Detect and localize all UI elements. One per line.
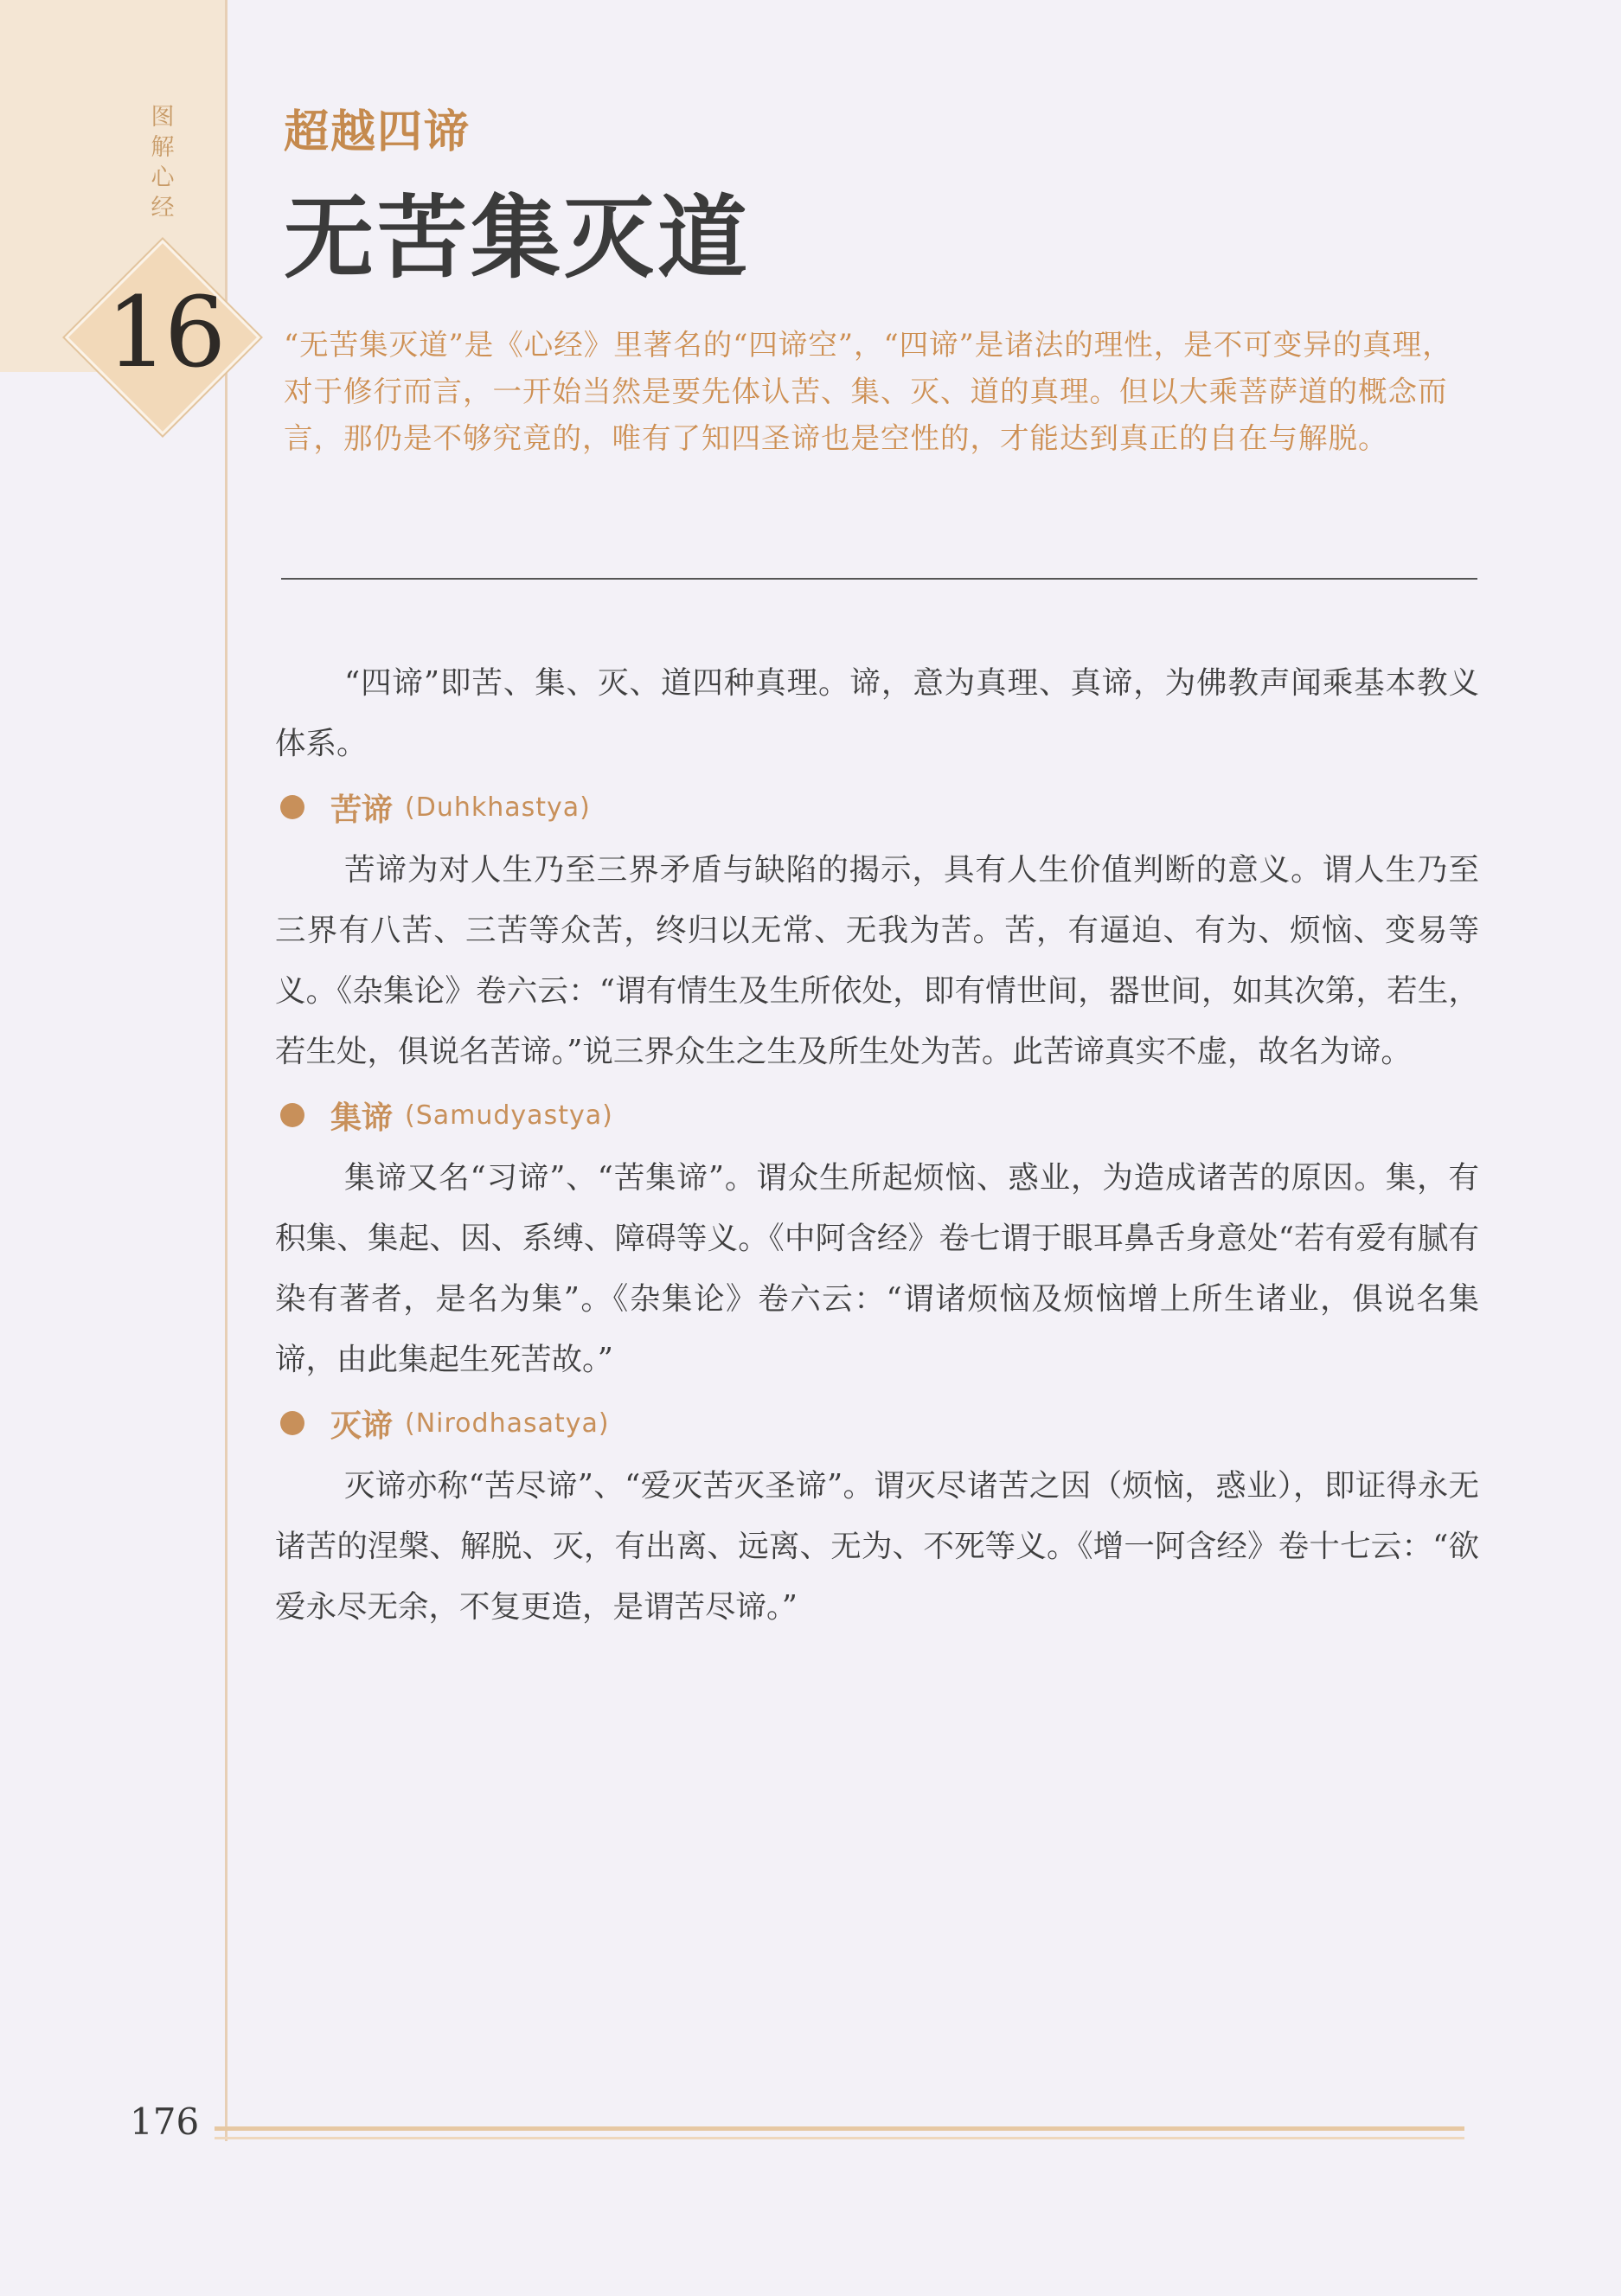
section-english-term: (Nirodhasatya) (405, 1408, 610, 1439)
bullet-dot-icon (280, 1103, 304, 1127)
section-title: 集谛 (330, 1100, 394, 1136)
header-divider (281, 578, 1477, 580)
section-paragraph-nirodha: 灭谛亦称“苦尽谛”、“爱灭苦灭圣谛”。谓灭尽诸苦之因（烦恼，惑业），即证得永无诸苦的涅槃、解脱、灭，有出离、远离、无为、不死等义。《增一阿含经》卷十七云：“欲爱永尽无余，不复更造，是谓苦尽谛。” (275, 1468, 1479, 1625)
section-english-term: (Samudyastya) (405, 1100, 613, 1131)
section-english-term: (Duhkhastya) (405, 792, 591, 823)
chapter-number: 16 (106, 277, 223, 389)
section-heading-samudaya (275, 1087, 1479, 1143)
page-number: 176 (130, 2100, 200, 2143)
bullet-dot-icon (280, 1411, 304, 1435)
bullet-dot-icon (280, 795, 304, 819)
section-paragraph-dukkha: 苦谛为对人生乃至三界矛盾与缺陷的揭示，具有人生价值判断的意义。谓人生乃至三界有八苦、三苦等众苦，终归以无常、无我为苦。苦，有逼迫、有为、烦恼、变易等义。《杂集论》卷六云：“谓有情生及生所依处，即有情世间，器世间，如其次第，若生，若生处，俱说名苦谛。”说三界众生之生及所生处为苦。此苦谛真实不虚，故名为谛。 (275, 852, 1479, 1069)
footer-rule (215, 2126, 1464, 2131)
footer-rule-secondary (215, 2137, 1464, 2139)
intro-summary: “无苦集灭道”是《心经》里著名的“四谛空”，“四谛”是诸法的理性，是不可变异的真理，对于修行而言，一开始当然是要先体认苦、集、灭、道的真理。但以大乘菩萨道的概念而言，那仍是不够究竟的，唯有了知四圣谛也是空性的，才能达到真正的自在与解脱。 (284, 328, 1452, 455)
section-title: 苦谛 (330, 792, 394, 828)
body-content (275, 653, 1479, 1638)
page-title: 无苦集灭道 (284, 184, 752, 291)
section-title: 灭谛 (330, 1408, 394, 1444)
intro-paragraph: “四谛”即苦、集、灭、道四种真理。谛，意为真理、真谛，为佛教声闻乘基本教义体系。 (275, 665, 1479, 761)
section-paragraph-samudaya: 集谛又名“习谛”、“苦集谛”。谓众生所起烦恼、惑业，为造成诸苦的原因。集，有积集、集起、因、系缚、障碍等义。《中阿含经》卷七谓于眼耳鼻舌身意处“若有爱有腻有染有著者，是名为集”。《杂集论》卷六云：“谓诸烦恼及烦恼增上所生诸业，俱说名集谛，由此集起生死苦故。” (275, 1160, 1479, 1377)
section-label: 超越四谛 (284, 106, 471, 158)
section-heading-dukkha (275, 779, 1479, 835)
section-heading-nirodha (275, 1395, 1479, 1451)
book-title: 图解心经 (151, 104, 175, 221)
